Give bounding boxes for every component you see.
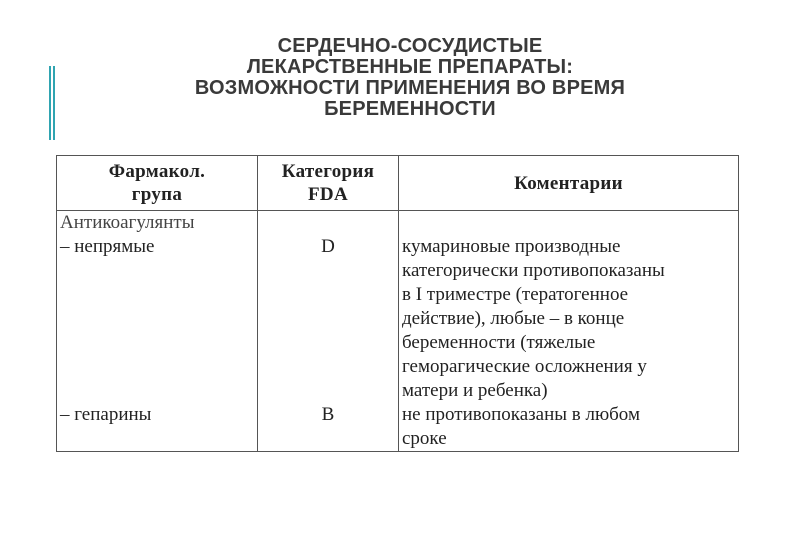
group-name: – непрямые — [60, 236, 155, 257]
category-value: B — [321, 404, 335, 425]
header-category — [258, 156, 399, 211]
comment-cell — [399, 211, 739, 404]
category-cell — [258, 211, 399, 404]
comment-line: беременности (тяжелые — [402, 332, 596, 353]
category-value: D — [321, 236, 335, 257]
comment-line: геморагические осложнения у — [402, 356, 647, 377]
group-cell — [57, 403, 258, 452]
group-heading: Антикоагулянты — [60, 212, 195, 233]
drug-table — [56, 155, 739, 452]
comment-line: матери и ребенка) — [402, 380, 548, 401]
header-category-line-1: Категория — [281, 161, 375, 182]
comment-line: действие), любые – в конце — [402, 308, 625, 329]
table-row — [57, 403, 739, 452]
category-cell — [258, 403, 399, 452]
comment-cell — [399, 403, 739, 452]
group-name: – гепарины — [60, 404, 152, 425]
header-group-line-2: група — [131, 184, 183, 205]
header-group-line-1: Фармакол. — [108, 161, 206, 182]
comment-line: категорически противопоказаны — [402, 260, 665, 281]
comment-line: кумариновые производные — [402, 236, 621, 257]
title-line-4: БЕРЕМЕННОСТИ — [324, 98, 496, 120]
title-line-1: СЕРДЕЧНО-СОСУДИСТЫЕ — [277, 35, 543, 57]
title-line-2: ЛЕКАРСТВЕННЫЕ ПРЕПАРАТЫ: — [246, 56, 574, 78]
header-category-line-2: FDA — [308, 184, 348, 205]
comment-line: не противопоказаны в любом — [402, 404, 640, 425]
header-comments: Коментарии — [399, 156, 739, 211]
table-row — [57, 211, 739, 404]
group-cell — [57, 211, 258, 404]
comment-line: в I триместре (тератогенное — [402, 284, 629, 305]
title-line-3: ВОЗМОЖНОСТИ ПРИМЕНЕНИЯ ВО ВРЕМЯ — [194, 77, 626, 99]
header-group — [57, 156, 258, 211]
accent-bar-right — [53, 66, 55, 140]
table-header-row — [57, 156, 739, 211]
slide-title — [90, 36, 730, 120]
comment-line: сроке — [402, 428, 447, 449]
accent-bar-left — [49, 66, 51, 140]
